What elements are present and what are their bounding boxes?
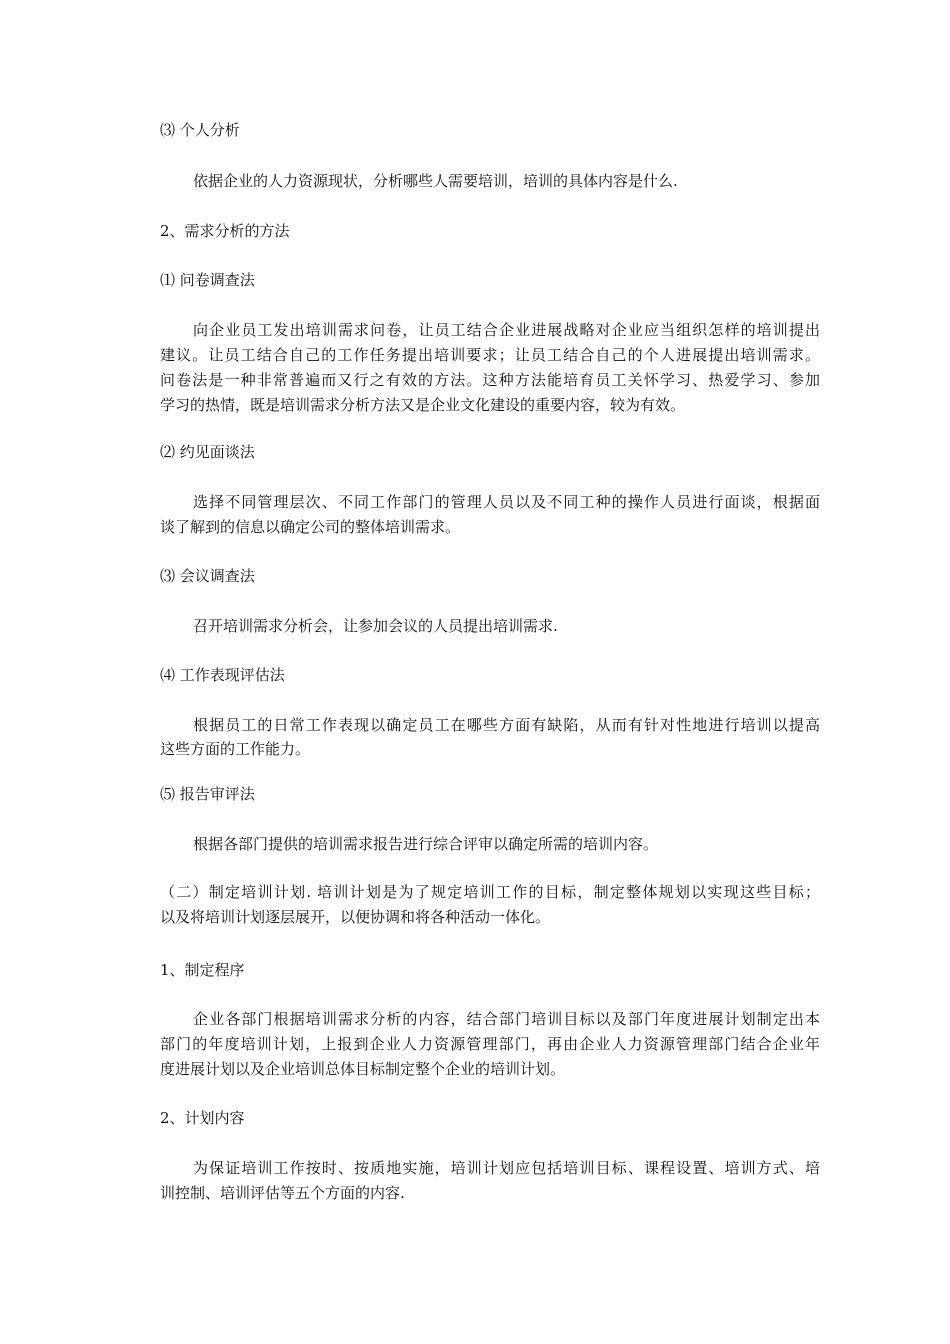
- paragraph-procedure-line-1: 企业各部门根据培训需求分析的内容，结合部门培训目标以及部门年度进展计划制定出本: [193, 1010, 820, 1028]
- heading-procedure: 1、制定程序: [160, 961, 245, 979]
- subheading-report-review: ⑸ 报告审评法: [160, 785, 255, 803]
- subheading-personal-analysis: ⑶ 个人分析: [160, 121, 240, 139]
- paragraph-interview-line-2: 谈了解到的信息以确定公司的整体培训需求。: [160, 518, 461, 536]
- paragraph-plan-content-line-2: 训控制、培训评估等五个方面的内容.: [160, 1184, 405, 1202]
- paragraph-questionnaire-line-3: 问卷法是一种非常普遍而又行之有效的方法。这种方法能培育员工关怀学习、热爱学习、参加: [160, 371, 820, 389]
- heading-analysis-methods: 2、需求分析的方法: [160, 222, 290, 240]
- paragraph-report-review: 根据各部门提供的培训需求报告进行综合评审以确定所需的培训内容。: [193, 835, 659, 853]
- paragraph-plan-content-line-1: 为保证培训工作按时、按质地实施，培训计划应包括培训目标、课程设置、培训方式、培: [193, 1159, 820, 1177]
- paragraph-interview-line-1: 选择不同管理层次、不同工作部门的管理人员以及不同工种的操作人员进行面谈，根据面: [193, 493, 820, 511]
- heading-plan-content: 2、计划内容: [160, 1109, 245, 1127]
- paragraph-personal-analysis: 依据企业的人力资源现状，分析哪些人需要培训，培训的具体内容是什么.: [193, 172, 678, 190]
- subheading-interview: ⑵ 约见面谈法: [160, 443, 255, 461]
- paragraph-performance-line-1: 根据员工的日常工作表现以确定员工在哪些方面有缺陷，从而有针对性地进行培训以提高: [193, 716, 820, 734]
- paragraph-questionnaire-line-4: 学习的热情，既是培训需求分析方法又是企业文化建设的重要内容，较为有效。: [160, 396, 686, 414]
- paragraph-performance-line-2: 这些方面的工作能力。: [160, 740, 311, 758]
- paragraph-questionnaire-line-2: 建议。让员工结合自己的工作任务提出培训要求；让员工结合自己的个人进展提出培训需求。: [160, 346, 820, 364]
- subheading-performance-evaluation: ⑷ 工作表现评估法: [160, 666, 285, 684]
- paragraph-training-plan-line-1: （二）制定培训计划. 培训计划是为了规定培训工作的目标，制定整体规划以实现这些目标；: [160, 883, 820, 901]
- paragraph-questionnaire-line-1: 向企业员工发出培训需求问卷，让员工结合企业进展战略对企业应当组织怎样的培训提出: [193, 321, 820, 339]
- paragraph-meeting-survey: 召开培训需求分析会，让参加会议的人员提出培训需求.: [193, 617, 558, 635]
- paragraph-procedure-line-2: 部门的年度培训计划，上报到企业人力资源管理部门，再由企业人力资源管理部门结合企业年: [160, 1035, 820, 1053]
- subheading-meeting-survey: ⑶ 会议调查法: [160, 567, 255, 585]
- paragraph-training-plan-line-2: 以及将培训计划逐层展开，以便协调和将各种活动一体化。: [160, 908, 551, 926]
- paragraph-procedure-line-3: 度进展计划以及企业培训总体目标制定整个企业的培训计划。: [160, 1060, 566, 1078]
- subheading-questionnaire: ⑴ 问卷调查法: [160, 271, 255, 289]
